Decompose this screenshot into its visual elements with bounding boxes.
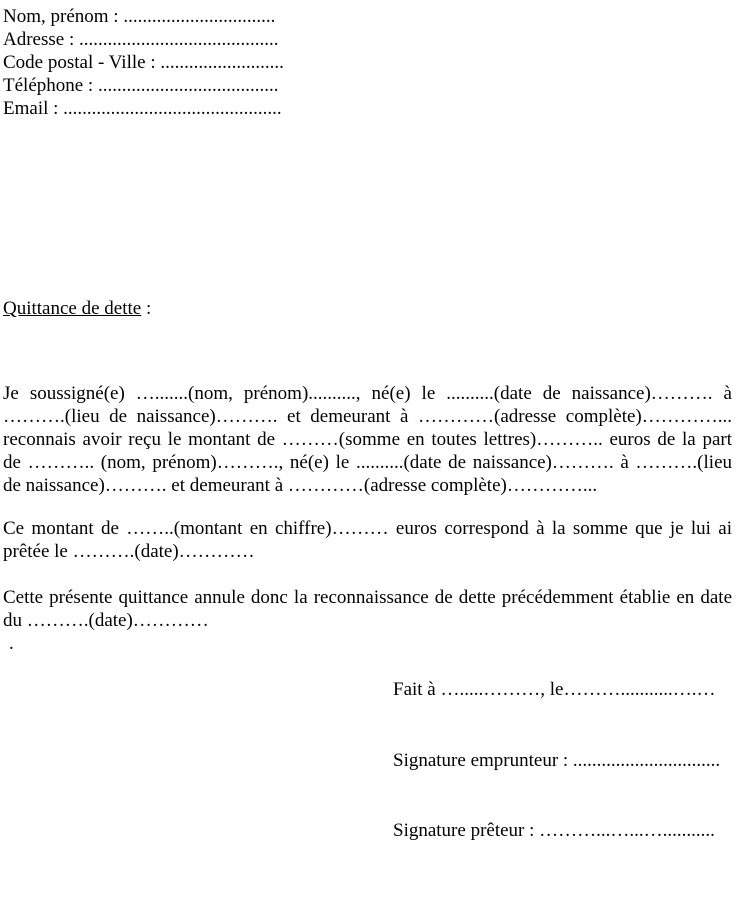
contact-info-block bbox=[3, 5, 732, 120]
paragraph-line: du ……….(date)………… bbox=[3, 610, 209, 631]
fait-a-le-line: Fait à ….....………, le………...........….… bbox=[393, 679, 716, 700]
paragraph-line: de naissance)………. et demeurant à …………(adresse complète)…………... bbox=[3, 475, 598, 496]
closing-block bbox=[393, 678, 732, 842]
document-title-colon: : bbox=[141, 298, 152, 319]
signature-preteur-line: Signature prêteur : ………...…...…........... bbox=[393, 820, 715, 841]
paragraph-annulation bbox=[3, 586, 732, 655]
paragraph-line: Je soussigné(e) ….......(nom, prénom).........., né(e) le ..........(date de naissance)………. à bbox=[3, 383, 732, 404]
paragraph-trailing-dot: . bbox=[9, 633, 14, 654]
contact-line-adresse: Adresse : .......................................... bbox=[3, 29, 279, 50]
signature-emprunteur-line: Signature emprunteur : ............................... bbox=[393, 750, 721, 771]
document-title-text: Quittance de dette bbox=[3, 298, 142, 319]
contact-line-code-postal-ville: Code postal - Ville : .......................... bbox=[3, 52, 284, 73]
paragraph-line: Ce montant de ……..(montant en chiffre)……… euros correspond à la somme que je lui ai bbox=[3, 518, 732, 539]
paragraph-line: Cette présente quittance annule donc la reconnaissance de dette précédemment établie en date bbox=[3, 587, 732, 608]
paragraph-montant bbox=[3, 517, 732, 563]
paragraph-line: reconnais avoir reçu le montant de ………(somme en toutes lettres)……….. euros de la part bbox=[3, 429, 732, 450]
paragraph-declaration bbox=[3, 382, 732, 497]
contact-line-nom-prenom: Nom, prénom : ................................ bbox=[3, 6, 276, 27]
contact-line-email: Email : .............................................. bbox=[3, 98, 282, 119]
paragraph-line: prêtée le ……….(date)………… bbox=[3, 541, 255, 562]
document-title bbox=[3, 297, 732, 320]
paragraph-line: de ……….. (nom, prénom)………., né(e) le ..........(date de naissance)………. à ……….(lieu bbox=[3, 452, 732, 473]
contact-line-telephone: Téléphone : ...................................... bbox=[3, 75, 279, 96]
paragraph-line: ……….(lieu de naissance)………. et demeurant à …………(adresse complète)…………... bbox=[3, 406, 732, 427]
